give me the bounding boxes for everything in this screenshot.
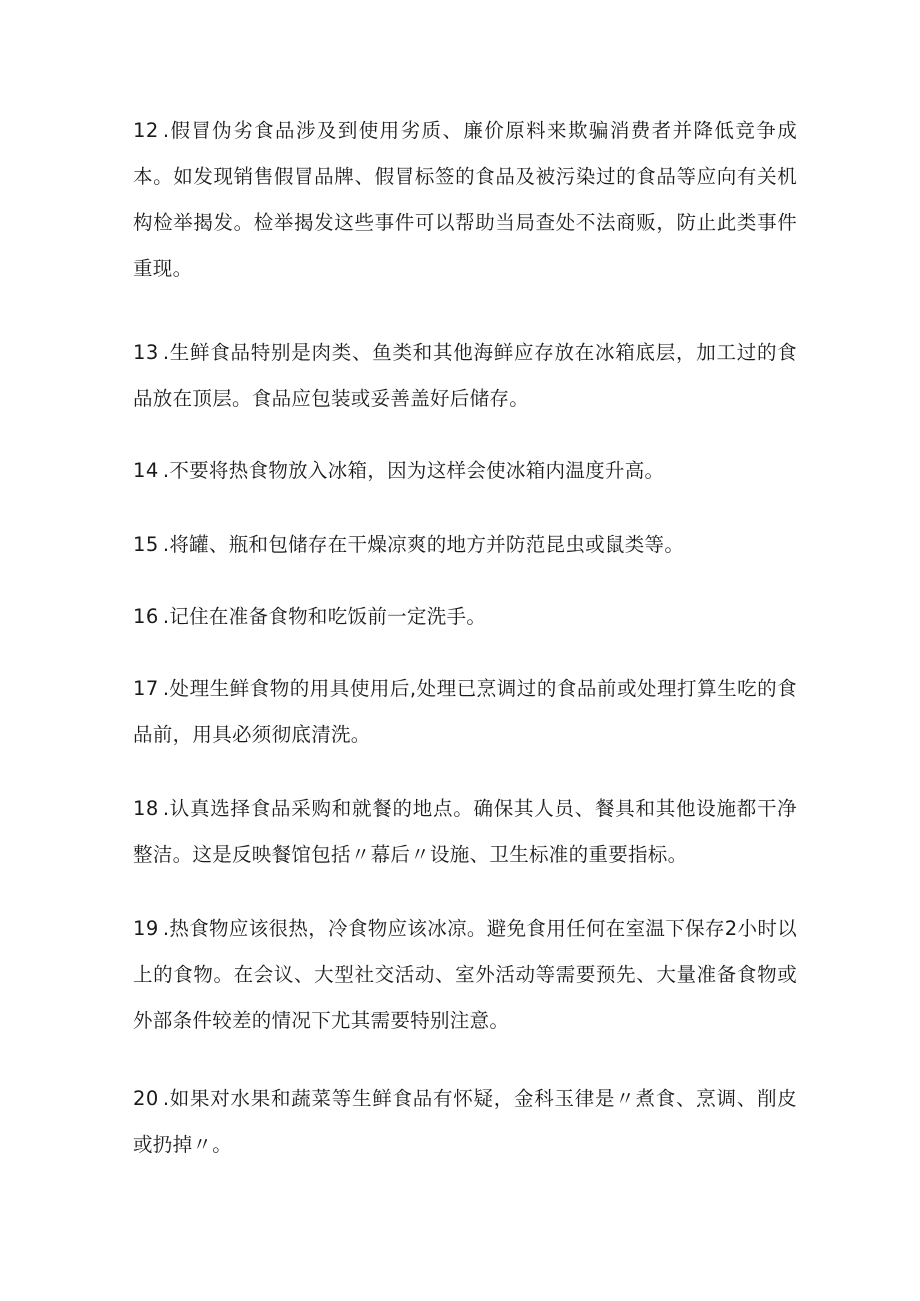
item-text: .不要将热食物放入冰箱，因为这样会使冰箱内温度升高。	[162, 459, 665, 482]
item-number: 15	[133, 533, 159, 556]
item-number: 14	[133, 459, 159, 482]
list-item-19	[133, 906, 797, 1044]
item-number: 13	[133, 341, 159, 364]
item-text: .记住在准备食物和吃饭前一定洗手。	[162, 605, 487, 628]
item-text: .生鲜食品特别是肉类、鱼类和其他海鲜应存放在冰箱底层，加工过的食品放在顶层。食品应包装或妥善盖好后储存。	[133, 341, 797, 410]
item-text: .热食物应该很热，冷食物应该冰凉。避免食用任何在室温下保存2小时以上的食物。在会议、大型社交活动、室外活动等需要预先、大量准备食物或外部条件较差的情况下尤其需要特别注意。	[133, 917, 797, 1032]
item-number: 20	[133, 1087, 159, 1110]
list-item-17	[133, 666, 797, 758]
item-number: 19	[133, 917, 159, 940]
list-item-18	[133, 786, 797, 878]
item-text: .如果对水果和蔬菜等生鲜食品有怀疑，金科玉律是〃煮食、烹调、削皮或扔掉〃。	[133, 1087, 797, 1156]
list-item-15	[133, 522, 797, 568]
item-number: 17	[133, 677, 159, 700]
item-text: .认真选择食品采购和就餐的地点。确保其人员、餐具和其他设施都干净整洁。这是反映餐馆包括〃幕后〃设施、卫生标准的重要指标。	[133, 797, 797, 866]
item-text: .假冒伪劣食品涉及到使用劣质、廉价原料来欺骗消费者并降低竞争成本。如发现销售假冒品牌、假冒标签的食品及被污染过的食品等应向有关机构检举揭发。检举揭发这些事件可以帮助当局查处不法商贩，防止此类事件重现。	[133, 119, 797, 280]
item-number: 12	[133, 119, 159, 142]
list-item-20	[133, 1076, 797, 1168]
item-number: 16	[133, 605, 159, 628]
list-item-16	[133, 594, 797, 640]
item-text: .处理生鲜食物的用具使用后,处理已烹调过的食品前或处理打算生吃的食品前，用具必须彻底清洗。	[133, 677, 797, 746]
list-item-13	[133, 330, 797, 422]
item-text: .将罐、瓶和包储存在干燥凉爽的地方并防范昆虫或鼠类等。	[162, 533, 685, 556]
list-item-14	[133, 448, 797, 494]
item-number: 18	[133, 797, 159, 820]
list-item-12	[133, 108, 797, 292]
